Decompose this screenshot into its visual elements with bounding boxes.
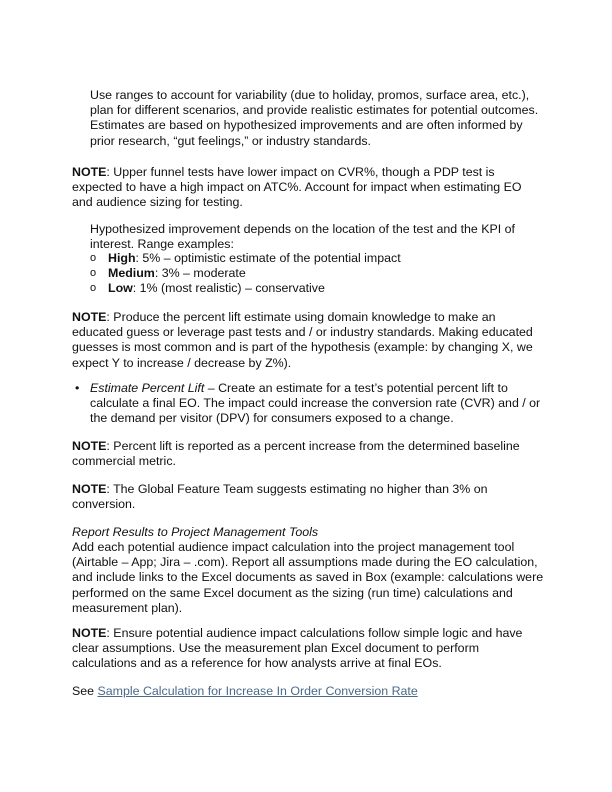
- bullet-title: Estimate Percent Lift: [90, 381, 205, 395]
- note-label: NOTE: [72, 165, 107, 179]
- note-upper-funnel: [72, 165, 544, 211]
- range-label: Medium: [108, 266, 155, 281]
- list-item-medium: [90, 266, 544, 281]
- section-heading: [72, 525, 544, 540]
- note-label: NOTE: [72, 439, 107, 453]
- note-label: NOTE: [72, 482, 107, 496]
- range-text: : 1% (most realistic) – conservative: [132, 281, 325, 296]
- list-item-estimate-percent-lift: [72, 381, 544, 427]
- note-percent-lift-reporting: [72, 439, 544, 469]
- note-text: : Ensure potential audience impact calculations follow simple logic and have clear assumptions. Use the measurement plan Excel document to perform calculations and as a reference for how analysts arrive at final EOs.: [72, 626, 523, 671]
- note-text: : The Global Feature Team suggests estimating no higher than 3% on conversion.: [72, 482, 488, 512]
- estimate-bullet-list: [72, 381, 544, 427]
- note-text: : Produce the percent lift estimate using domain knowledge to make an educated guess or leverage past tests and / or industry standards. Making educated guesses is most common and is part of the hypothesis (example: by changing X, we expect Y to increase / decrease by Z%).: [72, 310, 533, 370]
- list-item-high: [90, 251, 544, 266]
- note-text: : Percent lift is reported as a percent increase from the determined baseline commercial metric.: [72, 439, 520, 469]
- bullet-text: – Create an estimate for a test’s potential percent lift to calculate a final EO. The impact could increase the conversion rate (CVR) and / or the demand per visitor (DPV) for consumers exposed to a change.: [90, 381, 541, 426]
- see-reference: [72, 684, 544, 699]
- note-calculation-logic: [72, 626, 544, 672]
- see-prefix: See: [72, 684, 98, 698]
- list-item-low: [90, 281, 544, 296]
- section-paragraph: Add each potential audience impact calculation into the project management tool (Airtable – App; Jira – .com). Report all assumptions made during the EO calculation, and include links to the Excel documents as saved in Box (example: calculations were performed on the same Excel document as the sizing (run time) calculations and measurement plan).: [72, 540, 544, 615]
- range-text: : 3% – moderate: [154, 266, 246, 281]
- note-percent-lift-estimate: [72, 310, 544, 371]
- note-text: : Upper funnel tests have lower impact on CVR%, though a PDP test is expected to have a high impact on ATC%. Account for impact when estimating EO and audience sizing for testing.: [72, 165, 522, 210]
- range-examples-list: [90, 251, 544, 297]
- range-text: : 5% – optimistic estimate of the potential impact: [135, 251, 401, 265]
- intro-paragraph: Use ranges to account for variability (due to holiday, promos, surface area, etc.), plan for different scenarios, and provide realistic estimates for potential outcomes. Estimates are based on hypothesized improvements and are often informed by prior research, “gut feelings,” or industry standards.: [90, 88, 539, 148]
- note-global-feature-team: [72, 482, 544, 512]
- range-label: Low: [108, 281, 133, 296]
- sample-calculation-link[interactable]: Sample Calculation for Increase In Order Conversion Rate: [97, 684, 418, 698]
- note-label: NOTE: [72, 310, 107, 324]
- hypothesis-paragraph: Hypothesized improvement depends on the location of the test and the KPI of interest. Range examples:: [90, 222, 515, 252]
- section-heading-text: Report Results to Project Management Tools: [72, 525, 319, 539]
- range-label: High: [108, 251, 136, 265]
- note-label: NOTE: [72, 626, 107, 640]
